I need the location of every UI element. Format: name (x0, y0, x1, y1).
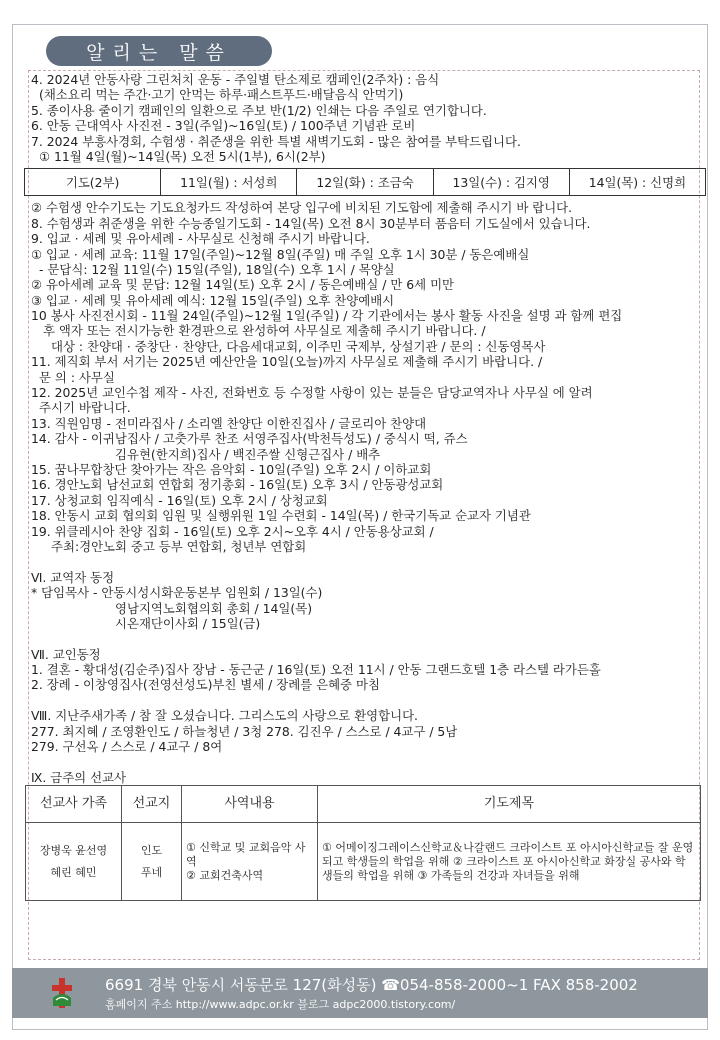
notice-line: ② 유아세례 교육 및 문답: 12월 14일(토) 오후 2시 / 동은예배실 / 만 6세 미만 (31, 277, 455, 293)
notice-line: 9. 입교 · 세례 및 유아세례 - 사무실로 신청해 주시기 바랍니다. (31, 231, 370, 247)
section-title-missionary: Ⅸ. 금주의 선교사 (31, 769, 127, 785)
notice-line: 14. 감사 - 이귀남집사 / 고춧가루 찬조 서영주집사(박천득성도) / 중식시 떡, 쥬스 (31, 431, 468, 447)
notice-line: - 문답식: 12월 11일(수) 15일(주일), 18일(수) 오후 1시 / 목양실 (39, 261, 395, 277)
church-logo-icon (50, 976, 74, 1010)
notice-line: 277. 최지혜 / 조영환인도 / 하늘청년 / 3청 278. 김진우 / 스스로 / 4교구 / 5남 (31, 723, 458, 739)
schedule-cell: 기도(2부) (25, 169, 161, 195)
schedule-cell: 11일(월) : 서성희 (161, 169, 297, 195)
notice-line: 김유현(한지희)집사 / 백진주쌀 신형근집사 / 배추 (115, 446, 381, 462)
ministry-item: ① 신학교 및 교회음악 사역 (186, 840, 306, 868)
table-header: 사역내용 (182, 786, 318, 823)
section-title-newcomers: Ⅷ. 지난주새가족 / 참 잘 오셨습니다. 그리스도의 사랑으로 환영합니다. (31, 708, 418, 724)
ministry-item: ② 교회건축사역 (186, 868, 264, 882)
notice-line: * 담임목사 - 안동시성시화운동본부 임원회 / 13일(수) (31, 585, 323, 601)
footer-web: 홈페이지 주소 http://www.adpc.or.kr 블로그 adpc2000.tistory.com/ (105, 998, 456, 1011)
notice-line: 후 액자 또는 전시가능한 환경판으로 완성하여 사무실로 제출해 주시기 바랍니다. / (43, 323, 486, 339)
notice-line: 6. 안동 근대역사 사진전 - 3일(주일)~16일(토) / 100주년 기념관 로비 (31, 118, 416, 134)
notice-line: 주시기 바랍니다. (39, 400, 131, 416)
missionary-children: 혜린 혜민 (50, 865, 97, 879)
table-header: 선교지 (122, 786, 182, 823)
notice-line: ① 11월 4일(월)~14일(목) 오전 5시(1부), 6시(2부) (39, 148, 326, 164)
section-title-members: Ⅶ. 교인동정 (31, 646, 101, 662)
notice-line: ① 입교 · 세례 교육: 11월 17일(주일)~12월 8일(주일) 매 주일 오후 1시 30분 / 동은예배실 (31, 246, 530, 262)
notice-line: 주최:경안노회 중고 등부 연합회, 청년부 연합회 (51, 538, 307, 554)
missionary-family: 장병욱 윤선영 (39, 843, 108, 857)
table-row (26, 823, 701, 901)
notice-line: 2. 장례 - 이창영집사(전영선성도)부친 별세 / 장례를 은혜중 마침 (31, 677, 380, 693)
notice-line: ③ 입교 · 세례 및 유아세례 예식: 12월 15일(주일) 오후 찬양예배시 (31, 292, 395, 308)
mission-country: 인도 (140, 843, 163, 857)
notice-line: 4. 2024년 안동사랑 그린처치 운동 - 주일별 탄소제로 캠페인(2주차) : 음식 (31, 72, 440, 87)
notice-line: 7. 2024 부흥사경회, 수험생 · 취준생을 위한 특별 새벽기도회 - 많은 참여를 부탁드립니다. (31, 133, 521, 149)
footer-address: 6691 경북 안동시 서동문로 127(화성동) ☎054-858-2000~1 FAX 858-2002 (105, 976, 638, 994)
notice-line: 시온재단이사회 / 15일(금) (115, 615, 261, 631)
mission-city: 푸네 (140, 865, 163, 879)
notice-line: 16. 경안노회 남선교회 연합회 정기총회 - 16일(토) 오후 3시 / 안동광성교회 (31, 477, 444, 493)
notice-line: 1. 결혼 - 황대성(김순주)집사 장남 - 동근군 / 16일(토) 오전 11시 / 안동 그랜드호텔 1층 라스텔 라가든홀 (31, 662, 601, 678)
schedule-cell: 14일(목) : 신명희 (588, 174, 687, 190)
notice-line: 19. 위클레시아 찬양 집회 - 16일(토) 오후 2시~오후 4시 / 안동용상교회 / (31, 523, 434, 539)
notice-line: 17. 상청교회 임직예식 - 16일(토) 오후 2시 / 상청교회 (31, 492, 328, 508)
notice-line: 12. 2025년 교인수첩 제작 - 사진, 전화번호 등 수정할 사항이 있는 분들은 담당교역자나 사무실 에 알려 (31, 385, 593, 401)
notice-line: 18. 안동시 교회 협의회 임원 및 실행위원 1일 수련회 - 14일(목) / 한국기독교 순교자 기념관 (31, 508, 531, 524)
notice-line: ② 수험생 안수기도는 기도요청카드 작성하여 본당 입구에 비치된 기도함에 제출해 주시기 바 랍니다. (31, 200, 573, 216)
section-header: 알리는 말씀 (46, 36, 272, 66)
notice-line: 13. 직원임명 - 전미라집사 / 소리엘 찬양단 이한진집사 / 글로리아 찬양대 (31, 415, 427, 431)
notice-line: 279. 구선옥 / 스스로 / 4교구 / 8여 (31, 739, 223, 755)
notice-line: 10 봉사 사진전시회 - 11월 24일(주일)~12월 1일(주일) / 각 기관에서는 봉사 활동 사진을 설명 과 함께 편집 (31, 308, 623, 324)
notice-line: 15. 꿈나무합창단 찾아가는 작은 음악회 - 10일(주일) 오후 2시 / 이하교회 (31, 461, 432, 477)
schedule-cell: 12일(화) : 조금숙 (297, 169, 433, 195)
schedule-cell: 13일(수) : 김지영 (434, 169, 570, 195)
footer (12, 968, 708, 1018)
table-header: 선교사 가족 (26, 786, 122, 823)
notice-line: (채소요리 먹는 주간·고기 안먹는 하루·패스트푸드·배달음식 안먹기) (39, 87, 404, 103)
prayer-schedule-table (24, 168, 706, 196)
notice-line: 영남지역노회협의회 총회 / 14일(목) (115, 600, 313, 616)
notice-content (31, 72, 699, 901)
prayer-topics: ① 어메이징그레이스신학교＆나갈랜드 크라이스트 포 아시아신학교들 잘 운영되고 학생들의 학업을 위해 ② 크라이스트 포 아시아신학교 화장실 공사와 학생들의 학업을 위해 ③ 가족들의 건강과 자녀들을 위해 (322, 840, 694, 882)
notice-line: 5. 종이사용 줄이기 캠페인의 일환으로 주보 반(1/2) 인쇄는 다음 주일로 연기합니다. (31, 102, 487, 118)
notice-line: 문 의 : 사무실 (39, 369, 115, 385)
table-header: 기도제목 (318, 786, 701, 823)
section-title-pastors: Ⅵ. 교역자 동정 (31, 569, 115, 585)
notice-line: 대상 : 찬양대 · 중창단 · 찬양단, 다음세대교회, 이주민 국제부, 상설기관 / 문의 : 신동영목사 (51, 338, 546, 354)
missionary-table (25, 785, 701, 901)
notice-line: 8. 수험생과 취준생을 위한 수능종일기도회 - 14일(목) 오전 8시 30분부터 품음터 기도실에서 있습니다. (31, 215, 591, 231)
notice-line: 11. 제직회 부서 서기는 2025년 예산안을 10일(오늘)까지 사무실로 제출해 주시기 바랍니다. / (31, 354, 543, 370)
